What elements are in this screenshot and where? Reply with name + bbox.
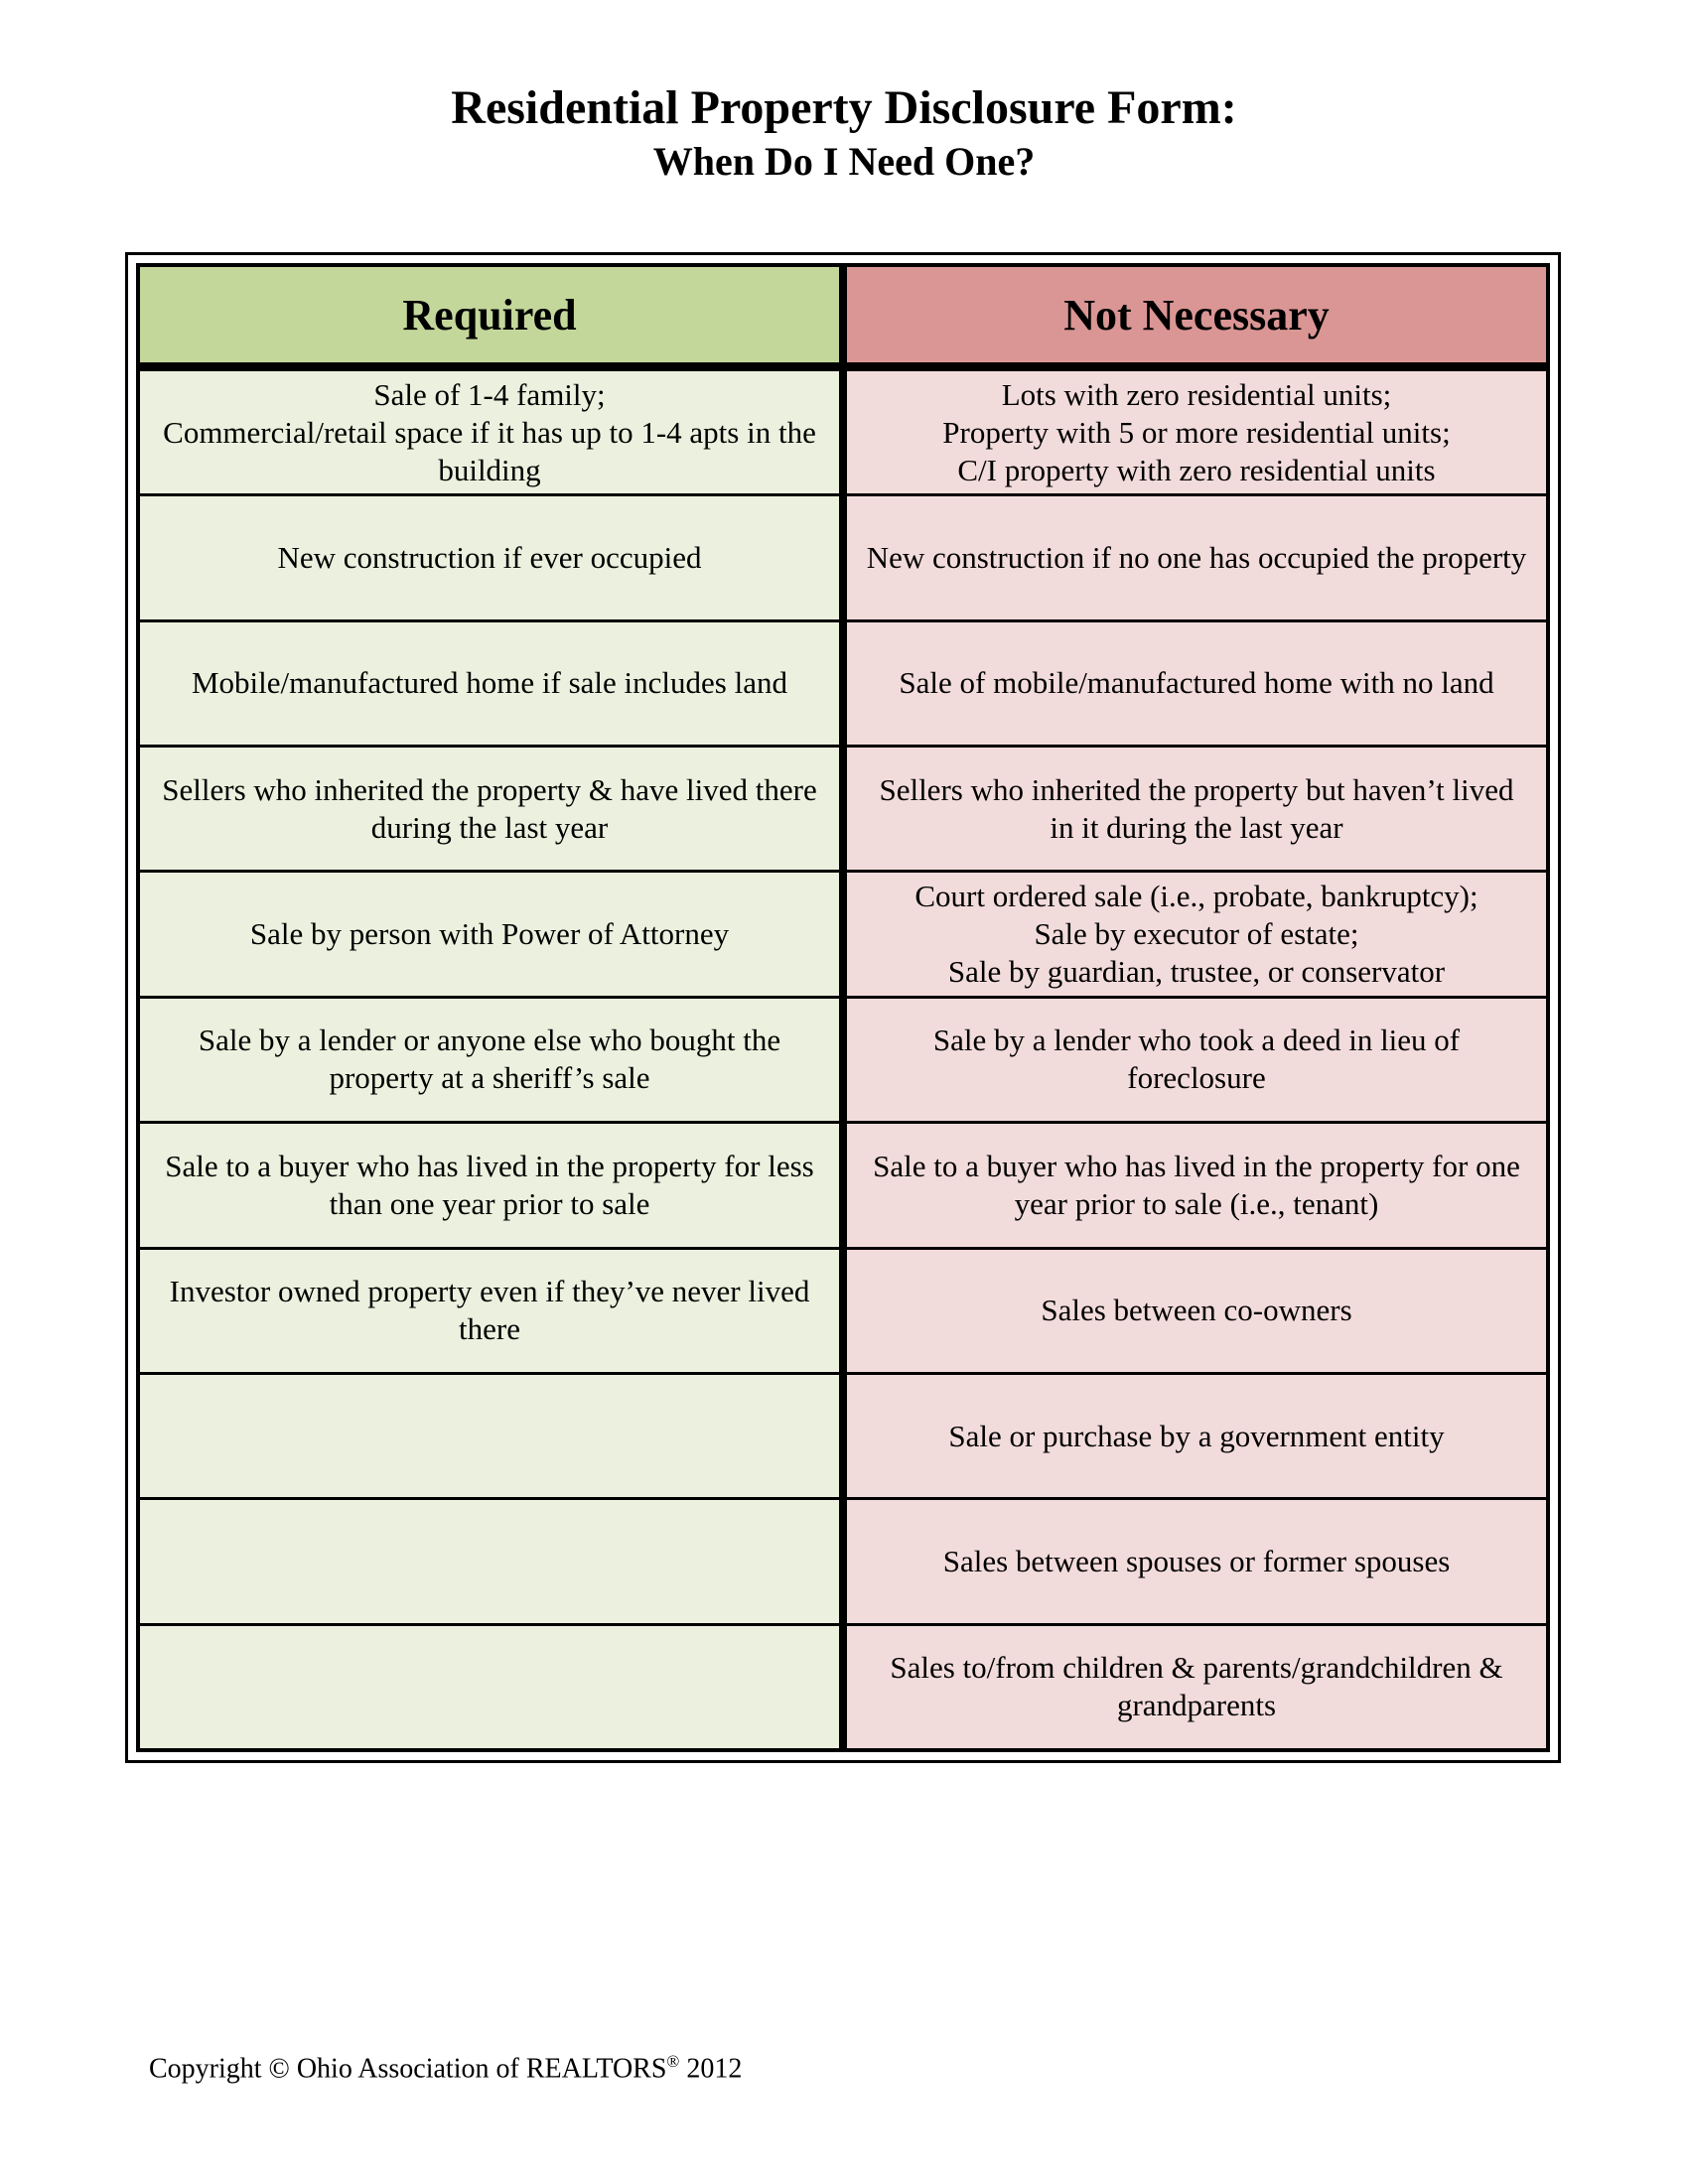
required-cell-text (250, 915, 729, 953)
required-column (140, 267, 839, 1748)
required-cell-line: Sale to a buyer who has lived in the property for less than one year prior to sale (165, 1148, 814, 1221)
not-necessary-cell-text (914, 878, 1477, 991)
not-necessary-cell-line: Property with 5 or more residential units; (942, 414, 1451, 450)
not-necessary-cell-text (865, 1148, 1528, 1223)
required-cell-text (192, 664, 787, 702)
not-necessary-cell-text (867, 539, 1527, 577)
required-cell (140, 1372, 839, 1497)
not-necessary-cell-line: Lots with zero residential units; (1001, 376, 1392, 412)
required-cell-text (158, 376, 821, 489)
not-necessary-cell (847, 1623, 1546, 1748)
required-cell (140, 619, 839, 745)
not-necessary-cell-line: Sales between co-owners (1041, 1293, 1352, 1328)
not-necessary-cell (847, 1372, 1546, 1497)
registered-mark: ® (666, 2052, 680, 2071)
not-necessary-cell (847, 1121, 1546, 1246)
not-necessary-cell (847, 1247, 1546, 1372)
copyright-footer (149, 2045, 742, 2086)
required-cell-line: Sale by a lender or anyone else who bought the property at a sheriff’s sale (198, 1023, 781, 1096)
not-necessary-cell-text (865, 1649, 1528, 1724)
not-necessary-cell-text (899, 664, 1493, 702)
disclosure-table (125, 252, 1561, 1763)
not-necessary-cell (847, 493, 1546, 618)
not-necessary-cell (847, 619, 1546, 745)
not-necessary-cell-line: Sale of mobile/manufactured home with no land (899, 665, 1494, 701)
copyright-year: 2012 (679, 2053, 743, 2085)
required-cell (140, 996, 839, 1121)
not-necessary-cell-line: New construction if no one has occupied the property (866, 540, 1527, 576)
not-necessary-cell-line: Sale by guardian, trustee, or conservator (947, 954, 1446, 990)
required-cell-line: Mobile/manufactured home if sale includes land (191, 665, 787, 701)
page-subtitle: When Do I Need One? (652, 139, 1036, 184)
required-cell (140, 870, 839, 995)
not-necessary-cell (847, 1497, 1546, 1622)
not-necessary-cell (847, 745, 1546, 870)
not-necessary-cell-text (865, 1022, 1528, 1097)
not-necessary-cell-text (943, 1543, 1451, 1580)
required-cell-line: New construction if ever occupied (277, 540, 702, 576)
not-necessary-header: Not Necessary (847, 267, 1546, 368)
not-necessary-cell-text (942, 376, 1450, 489)
required-cell (140, 1247, 839, 1372)
copyright-text: Copyright © Ohio Association of REALTORS (149, 2053, 667, 2085)
page-title: Residential Property Disclosure Form: (451, 81, 1237, 134)
required-cell (140, 1497, 839, 1622)
not-necessary-cell-line: Sale to a buyer who has lived in the property for one year prior to sale (i.e., tenant) (873, 1148, 1520, 1221)
required-header: Required (140, 267, 839, 368)
not-necessary-cell-line: Sale by executor of estate; (1034, 916, 1359, 952)
not-necessary-cell-text (948, 1418, 1444, 1455)
not-necessary-cell (847, 996, 1546, 1121)
not-necessary-cell-line: Court ordered sale (i.e., probate, bankruptcy); (914, 879, 1478, 914)
required-cell (140, 745, 839, 870)
required-cell-text (158, 1148, 821, 1223)
not-necessary-cell-line: Sale or purchase by a government entity (948, 1418, 1445, 1453)
required-cell-text (158, 1022, 821, 1097)
not-necessary-cell-line: Sales between spouses or former spouses (942, 1543, 1451, 1578)
required-cell-line: Sellers who inherited the property & have lived there during the last year (162, 771, 817, 845)
required-cell-line: Commercial/retail space if it has up to 1-4 apts in the building (163, 414, 816, 487)
required-cell-text (158, 1273, 821, 1348)
required-cell-line: Investor owned property even if they’ve never lived there (169, 1274, 810, 1347)
required-cell (140, 493, 839, 618)
not-necessary-cell-line: Sale by a lender who took a deed in lieu of foreclosure (932, 1023, 1461, 1096)
not-necessary-column (847, 267, 1546, 1748)
not-necessary-cell-text (1041, 1292, 1351, 1329)
not-necessary-cell-line: Sales to/from children & parents/grandchildren & grandparents (890, 1650, 1503, 1723)
not-necessary-cell-text (865, 771, 1528, 847)
required-cell (140, 368, 839, 493)
required-cell (140, 1121, 839, 1246)
not-necessary-cell-line: Sellers who inherited the property but haven’t lived in it during the last year (879, 771, 1514, 845)
required-cell-line: Sale of 1-4 family; (373, 376, 606, 412)
required-cell-text (278, 539, 702, 577)
not-necessary-cell (847, 368, 1546, 493)
required-cell-text (158, 771, 821, 847)
required-cell-line: Sale by person with Power of Attorney (249, 916, 730, 952)
not-necessary-cell (847, 870, 1546, 995)
not-necessary-cell-line: C/I property with zero residential units (957, 452, 1436, 487)
disclosure-table-grid (136, 263, 1550, 1752)
required-cell (140, 1623, 839, 1748)
